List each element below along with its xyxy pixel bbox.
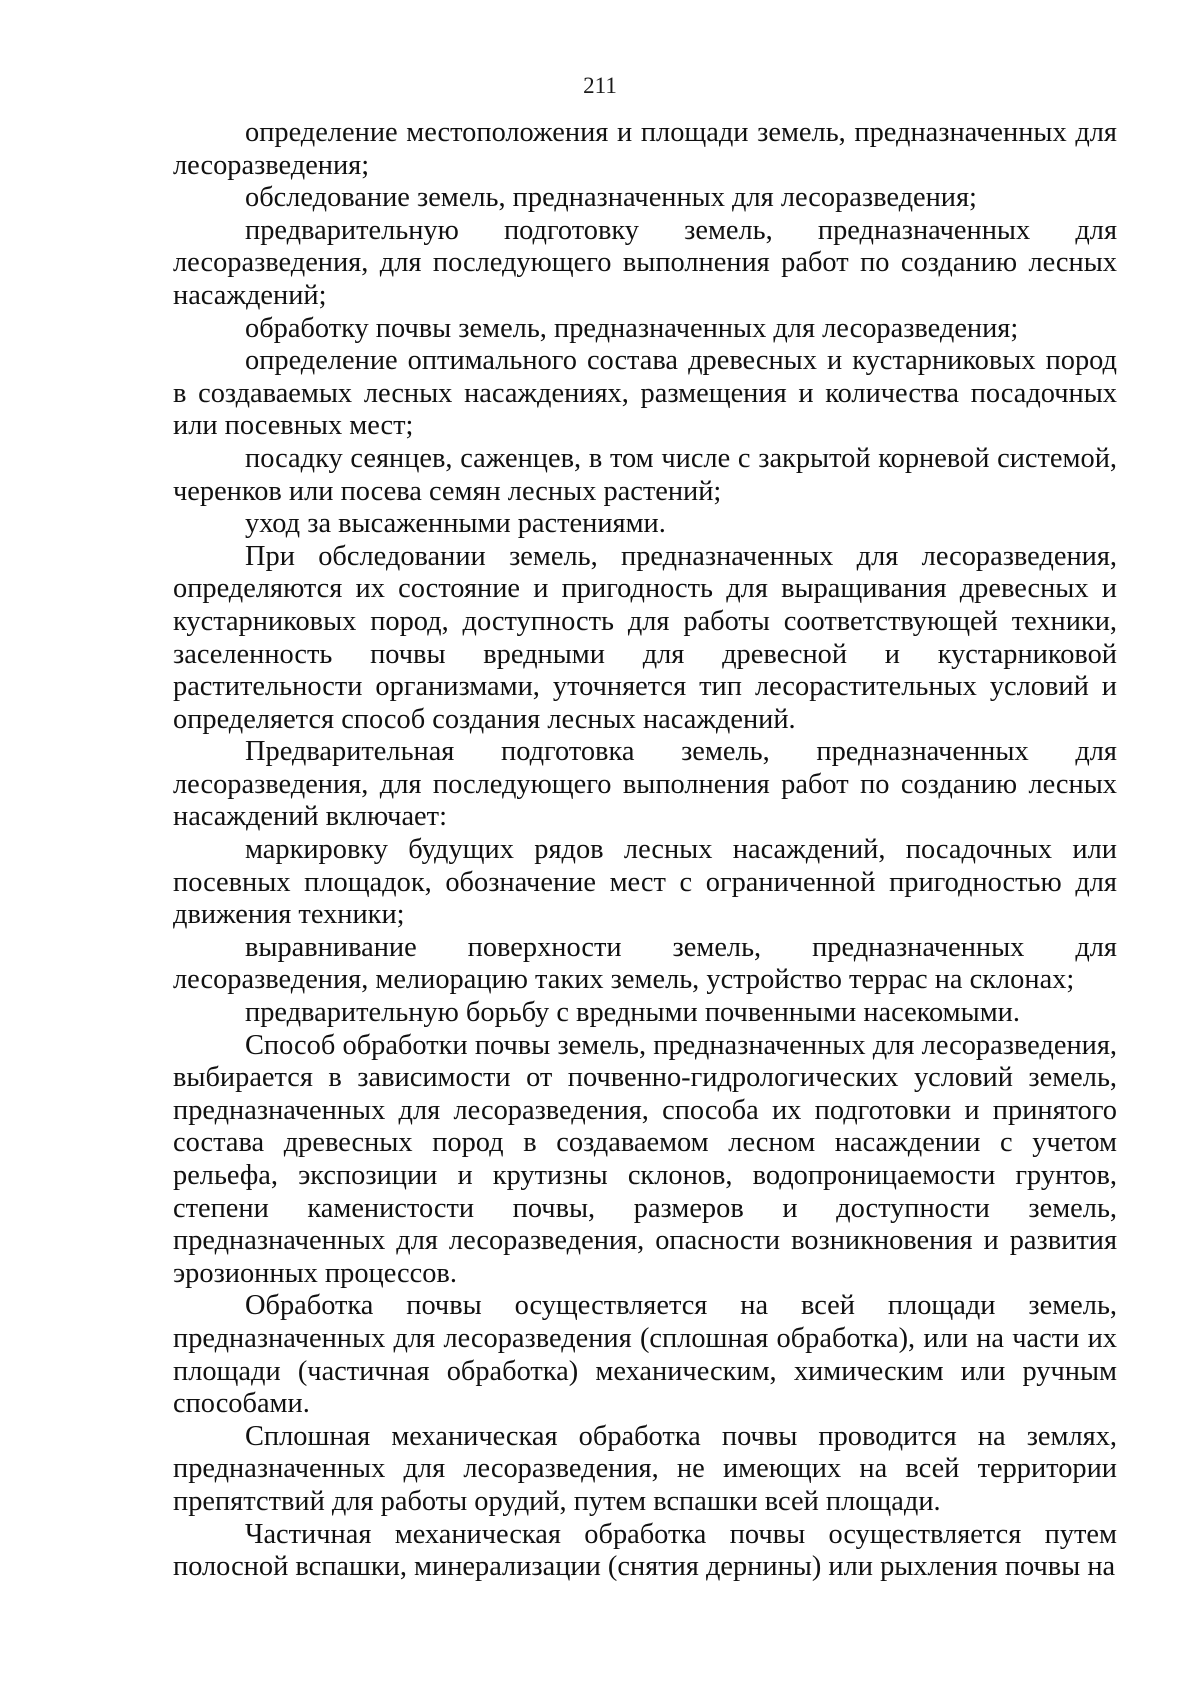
- paragraph-11: выравнивание поверхности земель, предназначенных для лесоразведения, мелиорацию таких земель, устройство террас на склонах;: [173, 931, 1117, 996]
- paragraph-8: При обследовании земель, предназначенных для лесоразведения, определяются их состояние и пригодность для выращивания древесных и кустарниковых пород, доступность для работы соответствующей техники, заселенность почвы вредными для древесной и кустарниковой растительности организмами, уточняется тип лесорастительных условий и определяется способ создания лесных насаждений.: [173, 540, 1117, 735]
- paragraph-7: уход за высаженными растениями.: [245, 508, 666, 540]
- paragraph-3: предварительную подготовку земель, предназначенных для лесоразведения, для последующего выполнения работ по созданию лесных насаждений;: [173, 214, 1117, 311]
- paragraph-13: Способ обработки почвы земель, предназначенных для лесоразведения, выбирается в зависимости от почвенно-гидрологических условий земель, предназначенных для лесоразведения, способа их подготовки и принятого состава древесных пород в создаваемом лесном насаждении с учетом рельефа, экспозиции и крутизны склонов, водопроницаемости грунтов, степени каменистости почвы, размеров и доступности земель, предназначенных для лесоразведения, опасности возникновения и развития эрозионных процессов.: [173, 1029, 1117, 1289]
- paragraph-12: предварительную борьбу с вредными почвенными насекомыми.: [245, 997, 1020, 1029]
- paragraph-5: определение оптимального состава древесных и кустарниковых пород в создаваемых лесных насаждениях, размещения и количества посадочных или посевных мест;: [173, 345, 1117, 442]
- paragraph-1: определение местоположения и площади земель, предназначенных для лесоразведения;: [173, 117, 1117, 181]
- paragraph-15: Сплошная механическая обработка почвы проводится на землях, предназначенных для лесоразведения, не имеющих на всей территории препятствий для работы орудий, путем вспашки всей площади.: [173, 1420, 1117, 1517]
- paragraph-14: Обработка почвы осуществляется на всей площади земель, предназначенных для лесоразведения (сплошная обработка), или на части их площади (частичная обработка) механическим, химическим или ручным способами.: [173, 1290, 1117, 1420]
- paragraph-9: Предварительная подготовка земель, предназначенных для лесоразведения, для последующего выполнения работ по созданию лесных насаждений включает:: [173, 736, 1117, 833]
- paragraph-16: Частичная механическая обработка почвы осуществляется путем полосной вспашки, минерализации (снятия дернины) или рыхления почвы на: [173, 1518, 1117, 1583]
- page-number: 211: [583, 73, 617, 98]
- paragraph-6: посадку сеянцев, саженцев, в том числе с закрытой корневой системой, черенков или посева семян лесных растений;: [173, 442, 1117, 507]
- paragraph-4: обработку почвы земель, предназначенных для лесоразведения;: [245, 312, 1019, 344]
- paragraph-2: обследование земель, предназначенных для лесоразведения;: [245, 182, 977, 214]
- document-body: [173, 117, 1117, 1584]
- paragraph-10: маркировку будущих рядов лесных насаждений, посадочных или посевных площадок, обозначение мест с ограниченной пригодностью для движения техники;: [173, 834, 1117, 931]
